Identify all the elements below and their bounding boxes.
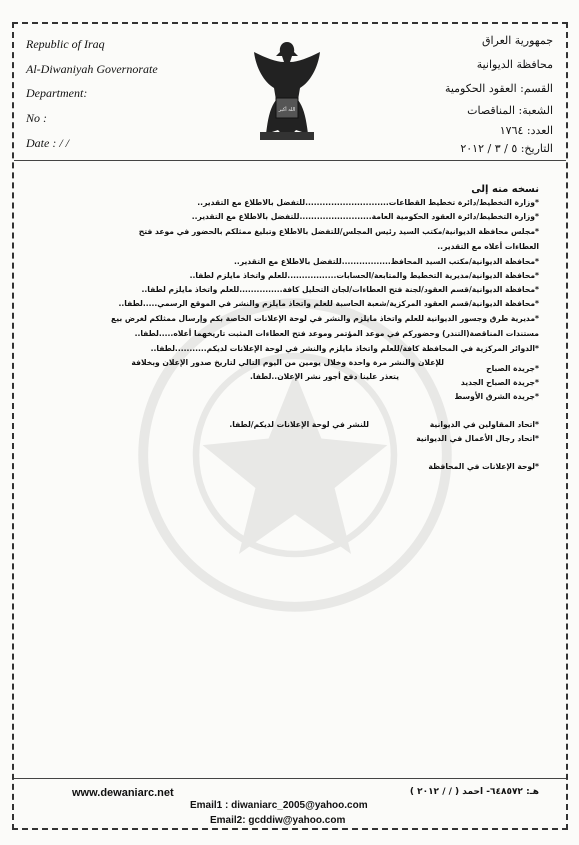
website-link[interactable]: www.dewaniarc.net <box>72 787 174 799</box>
en-date: Date : / / <box>26 136 69 150</box>
distribution-line: *وزارة التخطيط/دائرة العقود الحكومية العامة.........................للتفضل بالاطلاع مع التقدير.. <box>191 212 539 221</box>
newspaper-item: *جريدة الشرق الأوسط <box>454 392 539 401</box>
email-2[interactable]: Email2: gcddiw@yahoo.com <box>210 815 346 826</box>
ar-number: العدد: ١٧٦٤ <box>499 124 553 137</box>
distribution-line: *محافظة الديوانية/مديرية التخطيط والمتابعة/الحسابات.................للعلم واتخاذ مايلزم لطفا.. <box>189 271 539 280</box>
ar-section: الشعبة: المناقصات <box>467 104 553 117</box>
en-number: No : <box>26 111 47 125</box>
distribution-line: *مديرية طرق وجسور الديوانية للعلم واتخاذ مايلزم والنشر في لوحة الإعلانات الخاصة بكم وإرسال ممثلكم لغرض بيع <box>111 314 539 323</box>
copy-to-heading: نسخه منه إلى <box>471 184 539 195</box>
distribution-line: *محافظة الديوانية/مكتب السيد المحافظ.................للتفضل بالاطلاع مع التقدير.. <box>233 257 539 266</box>
header-divider <box>14 160 566 161</box>
footer-divider <box>14 778 566 779</box>
email-1[interactable]: Email1 : diwaniarc_2005@yahoo.com <box>190 800 368 811</box>
en-department: Department: <box>26 86 88 100</box>
newspaper-item: *جريدة الصباح <box>486 364 539 373</box>
announcement-board: *لوحة الإعلانات في المحافظة <box>428 462 539 471</box>
ar-governorate: محافظة الديوانية <box>476 58 553 71</box>
distribution-line: *مجلس محافظة الديوانية/مكتب السيد رئيس المجلس/للتفضل بالاطلاع وتبليغ ممثلكم بالحضور في موعد فتح <box>138 227 539 236</box>
distribution-line: *محافظة الديوانية/قسم العقود المركزية/شعبة الحاسبة للعلم واتخاذ مايلزم والنشر في الموقع الرسمي.....لطفا.. <box>118 299 539 308</box>
unions-note: للنشر في لوحة الإعلانات لديكم/لطفا. <box>229 420 369 429</box>
distribution-line: العطاءات أعلاه مع التقدير.. <box>437 242 539 251</box>
distribution-line: *وزارة التخطيط/دائرة تخطيط القطاعات.............................للتفضل بالاطلاع مع التقدير.. <box>197 198 539 207</box>
union-item: *اتحاد المقاولين في الديوانية <box>429 420 539 429</box>
svg-text:الله أكبر: الله أكبر <box>278 107 296 113</box>
newspapers-note: للإعلان والنشر مرة واحدة وخلال يومين من اليوم التالي لتاريخ صدور الإعلان وبخلافة <box>131 358 444 367</box>
ar-country: جمهورية العراق <box>481 34 553 47</box>
distribution-line: *الدوائر المركزية في المحافظة كافة/للعلم واتخاذ مايلزم والنشر في لوحة الإعلانات لديكم...........لطفا.. <box>150 344 539 353</box>
newspapers-note: يتعذر علينا دفع أجور نشر الإعلان..لطفا. <box>249 372 399 381</box>
ar-date: التاريخ: ٥ / ٣ / ٢٠١٢ <box>460 142 553 155</box>
en-governorate: Al-Diwaniyah Governorate <box>26 62 158 76</box>
ar-department: القسم: العقود الحكومية <box>444 82 553 95</box>
distribution-line: *محافظة الديوانية/قسم العقود/لجنة فتح العطاءات/لجان التحليل كافة...............للعلم واتخاذ مايلزم لطفا.. <box>141 285 539 294</box>
phone-line: هـ: ٦٤٨٥٧٢- احمد ( / / ٢٠١٢ ) <box>409 787 539 797</box>
newspaper-item: *جريدة الصباح الجديد <box>460 378 539 387</box>
en-country: Republic of Iraq <box>26 37 105 51</box>
watermark-seal <box>130 290 460 620</box>
iraq-eagle-emblem <box>246 38 328 142</box>
distribution-line: مستندات المناقصة(التندر) وحضوركم في موعد المؤتمر وموعد فتح العطاءات المثبت تاريخهما أعلاه.....لطفا.. <box>134 329 539 338</box>
union-item: *اتحاد رجال الأعمال في الديوانية <box>416 434 539 443</box>
